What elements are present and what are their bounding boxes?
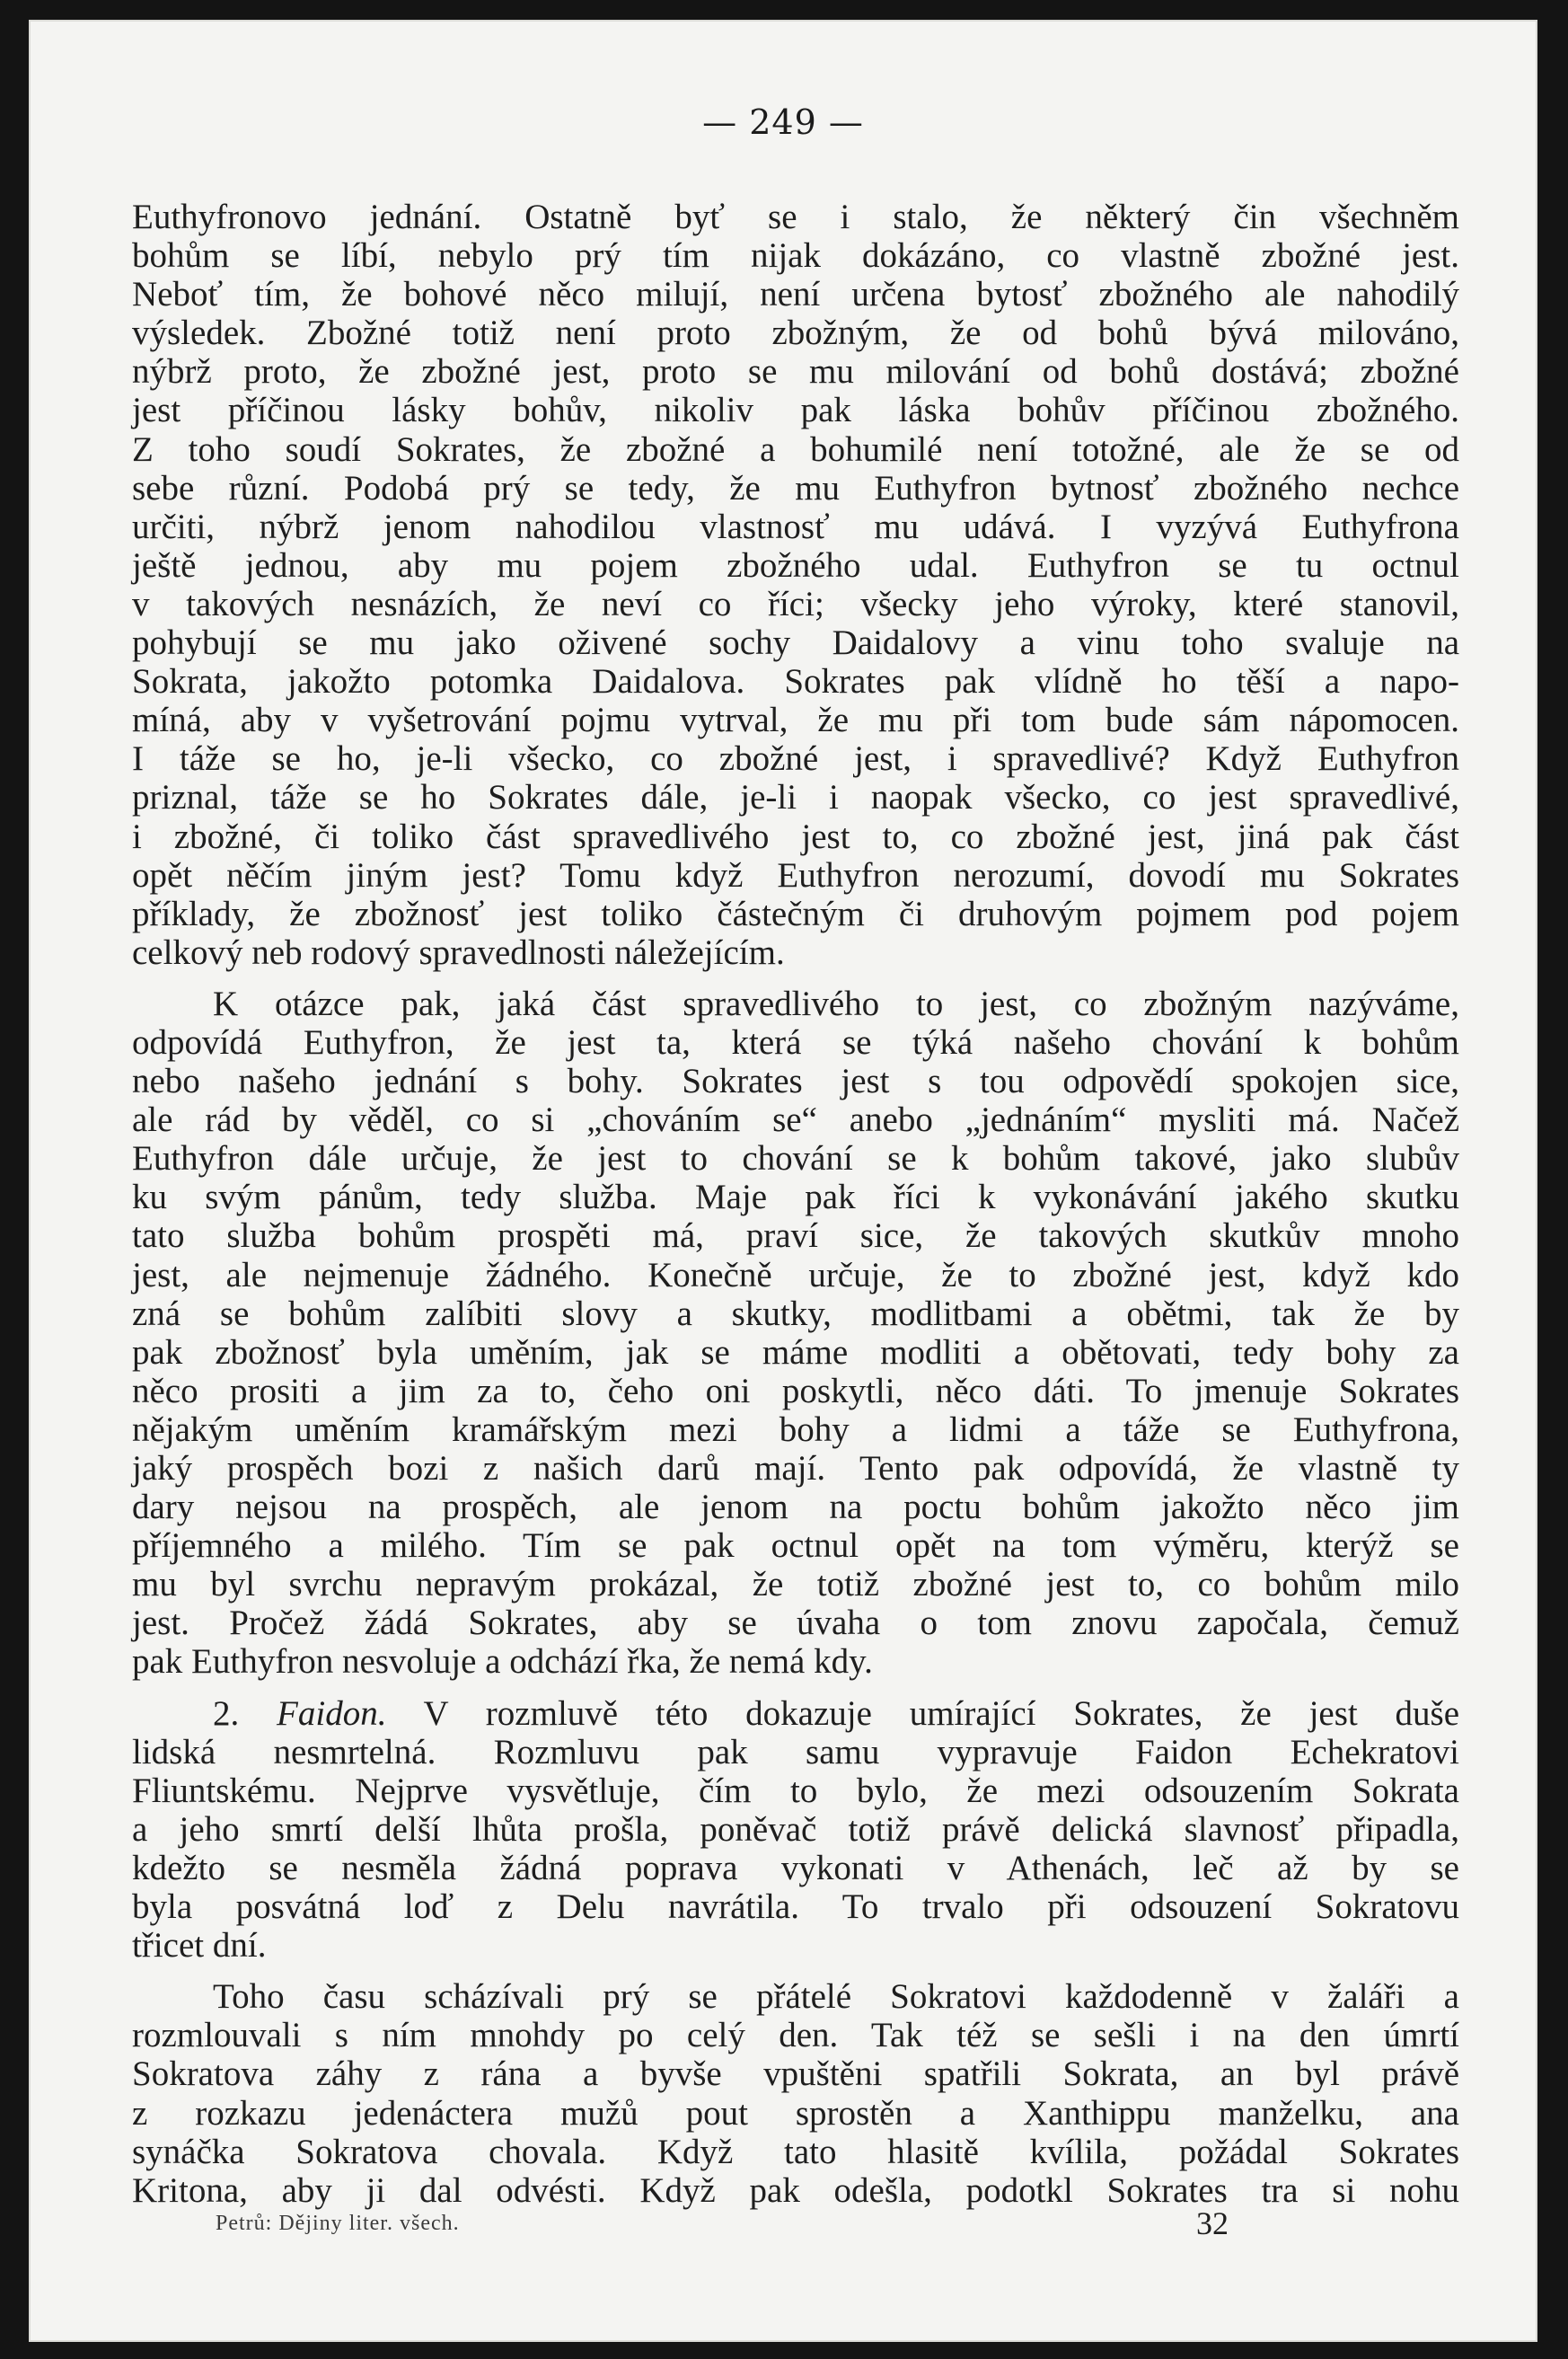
- text-line: i zbožné, či toliko část spravedlivého jest to, co zbožné jest, jiná pak část: [132, 817, 1459, 856]
- text-line: sebe různí. Podobá prý se tedy, že mu Euthyfron bytnosť zbožného nechce: [132, 468, 1459, 508]
- text-line: 2. Faidon. V rozmluvě této dokazuje umírající Sokrates, že jest duše: [213, 1693, 1460, 1733]
- sheet-number: 32: [1196, 2205, 1229, 2241]
- text-line: K otázce pak, jaká část spravedlivého to jest, co zbožným nazýváme,: [213, 984, 1459, 1023]
- text-line: rozmlouvali s ním mnohdy po celý den. Tak též se sešli i na den úmrtí: [132, 2016, 1459, 2055]
- text-line: pohybují se mu jako oživené sochy Daidalovy a vinu toho svaluje na: [132, 623, 1459, 663]
- text-line: odpovídá Euthyfron, že jest ta, která se týká našeho chování k bohům: [132, 1022, 1459, 1062]
- text-line: něco prositi a jim za to, čeho oni poskytli, něco dáti. To jmenuje Sokrates: [132, 1371, 1459, 1410]
- text-line: lidská nesmrtelná. Rozmluvu pak samu vypravuje Faidon Echekratovi: [132, 1732, 1459, 1771]
- text-line: byla posvátná loď z Delu navrátila. To trvalo při odsouzení Sokratovu: [132, 1887, 1459, 1927]
- text-line: jest příčinou lásky bohův, nikoliv pak láska bohův příčinou zbožného.: [132, 391, 1459, 430]
- document-page: [29, 20, 1537, 2342]
- text-line: určiti, nýbrž jenom nahodilou vlastnosť mu udává. I vyzývá Euthyfrona: [132, 507, 1459, 546]
- text-line: mu byl svrchu nepravým prokázal, že totiž zbožné jest to, co bohům milo: [132, 1565, 1459, 1604]
- body-text: [132, 198, 1459, 2210]
- page-number: — 249 —: [702, 102, 864, 142]
- text-line: Neboť tím, že bohové něco milují, není určena bytosť zbožného ale nahodilý: [132, 275, 1459, 314]
- text-line: Z toho soudí Sokrates, že zbožné a bohumilé není totožné, ale že se od: [132, 429, 1459, 469]
- text-line: zná se bohům zalíbiti slovy a skutky, modlitbami a obětmi, tak že by: [132, 1294, 1459, 1333]
- text-line: celkový neb rodový spravedlnosti náležejícím.: [132, 932, 785, 972]
- text-line: synáčka Sokratova chovala. Když tato hlasitě kvílila, požádal Sokrates: [132, 2132, 1459, 2171]
- text-line: příjemného a milého. Tím se pak octnul opět na tom výměru, kterýž se: [132, 1526, 1459, 1566]
- text-line: opět něčím jiným jest? Tomu když Euthyfron nerozumí, dovodí mu Sokrates: [132, 855, 1459, 895]
- text-line: míná, aby v vyšetrování pojmu vytrval, že mu při tom bude sám nápomocen.: [132, 701, 1459, 740]
- text-line: Euthyfronovo jednání. Ostatně byť se i stalo, že některý čin všechněm: [132, 198, 1459, 236]
- paragraph: [132, 985, 1459, 1682]
- text-line: a jeho smrtí delší lhůta prošla, poněvač totiž právě delická slavnosť připadla,: [132, 1809, 1459, 1849]
- text-line: nýbrž proto, že zbožné jest, proto se mu milování od bohů dostává; zbožné: [132, 352, 1459, 392]
- text-line: Kritona, aby ji dal odvésti. Když pak odešla, podotkl Sokrates tra si nohu: [132, 2170, 1459, 2210]
- text-line: Sokratova záhy z rána a byvše vpuštěni spatřili Sokrata, an byl právě: [132, 2054, 1459, 2094]
- text-line: jest, ale nejmenuje žádného. Konečně určuje, že to zbožné jest, když kdo: [132, 1255, 1459, 1294]
- text-line: bohům se líbí, nebylo prý tím nijak dokázáno, co vlastně zbožné jest.: [132, 236, 1459, 276]
- text-line: dary nejsou na prospěch, ale jenom na poctu bohům jakožto něco jim: [132, 1488, 1459, 1527]
- paragraph: [132, 1977, 1459, 2210]
- text-line: Fliuntskému. Nejprve vysvětluje, čím to bylo, že mezi odsouzením Sokrata: [132, 1771, 1459, 1810]
- text-line: ku svým pánům, tedy služba. Maje pak říci k vykonávání jakého skutku: [132, 1178, 1459, 1217]
- text-line: priznal, táže se ho Sokrates dále, je-li i naopak všecko, co jest spravedlivé,: [132, 778, 1459, 817]
- text-line: pak Euthyfron nesvoluje a odchází řka, že nemá kdy.: [132, 1642, 873, 1682]
- text-line: ještě jednou, aby mu pojem zbožného udal. Euthyfron se tu octnul: [132, 545, 1459, 585]
- text-line: I táže se ho, je-li všecko, co zbožné jest, i spravedlivé? Když Euthyfron: [132, 739, 1459, 779]
- text-line: jest. Pročež žádá Sokrates, aby se úvaha o tom znovu započala, čemuž: [132, 1604, 1459, 1643]
- paragraph: [132, 198, 1459, 972]
- text-line: třicet dní.: [132, 1926, 267, 1966]
- text-line: Toho času scházívali prý se přátelé Sokratovi každodenně v žaláři a: [213, 1977, 1459, 2017]
- text-line: v takových nesnázích, že neví co říci; všecky jeho výroky, které stanovil,: [132, 584, 1459, 623]
- text-line: nebo našeho jednání s bohy. Sokrates jest s tou odpovědí spokojen sice,: [132, 1062, 1459, 1101]
- text-line: tato služba bohům prospěti má, praví sice, že takových skutkův mnoho: [132, 1216, 1459, 1256]
- text-line: z rozkazu jedenáctera mužů pout sprostěn a Xanthippu manželku, ana: [132, 2093, 1459, 2133]
- text-line: výsledek. Zbožné totiž není proto zbožným, že od bohů bývá milováno,: [132, 314, 1459, 353]
- text-line: nějakým uměním kramářským mezi bohy a lidmi a táže se Euthyfrona,: [132, 1409, 1459, 1449]
- text-line: ale rád by věděl, co si „chováním se“ anebo „jednáním“ mysliti má. Načež: [132, 1100, 1459, 1140]
- paragraph: [132, 1694, 1459, 1966]
- text-line: jaký prospěch bozi z našich darů mají. Tento pak odpovídá, že vlastně ty: [132, 1449, 1459, 1488]
- text-line: Sokrata, jakožto potomka Daidalova. Sokrates pak vlídně ho těší a napo-: [132, 662, 1459, 702]
- footer-signature: Petrů: Dějiny liter. všech.: [216, 2212, 460, 2235]
- text-line: příklady, že zbožnosť jest toliko částečným či druhovým pojmem pod pojem: [132, 894, 1459, 933]
- text-line: kdežto se nesměla žádná poprava vykonati v Athenách, leč až by se: [132, 1848, 1459, 1887]
- text-line: pak zbožnosť byla uměním, jak se máme modliti a obětovati, tedy bohy za: [132, 1332, 1459, 1372]
- text-line: Euthyfron dále určuje, že jest to chování se k bohům takové, jako slubův: [132, 1139, 1459, 1179]
